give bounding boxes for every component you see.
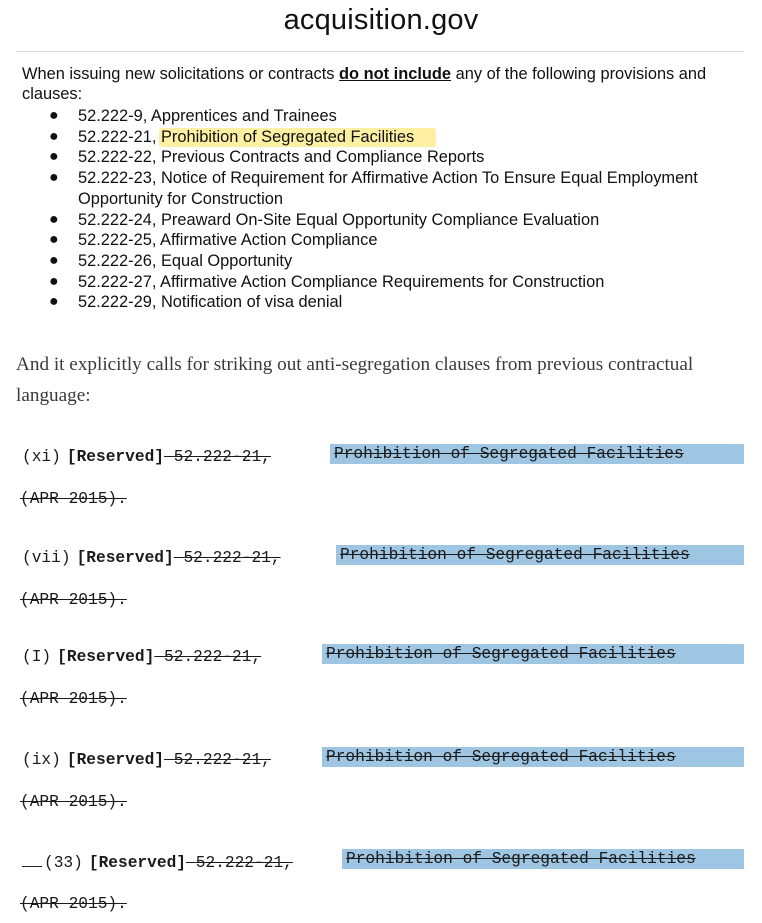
bullet-icon: ● [49,127,59,145]
bullet-icon: ● [49,210,59,228]
clause-number: 52.222-21, [78,127,157,146]
struck-clause-number: 52.222-21, [173,448,271,466]
title-divider [16,51,744,52]
struck-clause-number: 52.222-21, [164,648,262,666]
clause-item [22,251,750,272]
clause-number: 52.222-25, [78,231,157,250]
reserved-clause-line [22,546,744,567]
clause-item [22,127,750,148]
reserved-label: [Reserved] [76,549,174,567]
clause-title: Previous Contracts and Compliance Reports [160,148,485,167]
clause-title: Notice of Requirement for Affirmative Action To Ensure Equal Employment Opportunity for Construction [78,169,698,208]
intro-emphasis: do not include [339,65,452,83]
struck-clause-date: (APR 2015). [20,895,127,913]
struck-clause-date: (APR 2015). [20,690,127,708]
reserved-clause-line [22,748,744,769]
bullet-icon: ● [49,251,59,269]
clause-title: Affirmative Action Compliance Requirements for Construction [160,272,605,291]
struck-clause-number: 52.222-21, [183,549,281,567]
clause-number: 52.222-24, [78,210,157,229]
bullet-icon: ● [49,148,59,166]
clause-number: 52.222-23, [78,169,157,188]
clause-number: 52.222-22, [78,148,157,167]
bullet-icon: ● [49,272,59,290]
reserved-label: [Reserved] [66,751,165,769]
reserved-clause-line [22,850,744,872]
clause-item [22,272,750,293]
clause-item [22,210,750,231]
bullet-icon: ● [49,293,59,311]
reserved-label: [Reserved] [57,648,155,666]
clause-marker: (ix) [22,751,61,769]
clause-title: Affirmative Action Compliance [160,231,378,250]
clause-marker: (I) [22,648,52,666]
clause-number: 52.222-26, [78,251,157,270]
clause-marker: (33) [44,854,83,872]
clause-number: 52.222-27, [78,272,157,291]
intro-text-before: When issuing new solicitations or contracts [22,65,340,83]
clause-title: Apprentices and Trainees [150,107,337,125]
commentary-paragraph: And it explicitly calls for striking out anti-segregation clauses from previous contractual language: [16,354,694,406]
struck-clause-date: (APR 2015). [20,793,127,811]
reserved-clause-line [22,445,744,466]
reserved-label: [Reserved] [88,854,187,872]
reserved-clause-line [22,645,744,666]
bullet-icon: ● [49,169,59,187]
clause-title: Preaward On-Site Equal Opportunity Compliance Evaluation [160,210,600,229]
reserved-label: [Reserved] [66,448,165,466]
clause-marker: (vii) [22,549,71,567]
highlighted-clause-title: Prohibition of Segregated Facilities [159,128,436,147]
struck-clause-title: Prohibition of Segregated Facilities [342,849,744,869]
struck-clause-title: Prohibition of Segregated Facilities [322,747,744,767]
struck-clause-date: (APR 2015). [20,591,127,609]
struck-clause-title: Prohibition of Segregated Facilities [330,444,744,464]
clause-title: Notification of visa denial [160,293,343,312]
clause-title: Equal Opportunity [160,251,293,270]
clause-list [22,106,750,313]
clause-item [22,147,750,168]
document-excerpt [22,64,750,313]
excerpt-intro [22,64,750,104]
intro-text-after: any of the following provisions and clauses: [22,65,707,103]
clause-item [22,230,750,251]
bullet-icon: ● [49,107,59,124]
clause-number: 52.222-9, [78,107,148,125]
site-title: acquisition.gov [283,4,479,36]
struck-clause-date: (APR 2015). [20,490,127,508]
struck-clause-number: 52.222-21, [173,751,271,769]
struck-clause-title: Prohibition of Segregated Facilities [322,644,744,664]
struck-clause-title: Prohibition of Segregated Facilities [336,545,744,565]
struck-clause-number: 52.222-21, [195,854,293,872]
clause-item [22,292,750,313]
clause-item [22,106,750,127]
blank-line [22,853,42,867]
clause-item [22,168,750,209]
clause-marker: (xi) [22,448,61,466]
clause-number: 52.222-29, [78,293,157,312]
bullet-icon: ● [49,231,59,249]
